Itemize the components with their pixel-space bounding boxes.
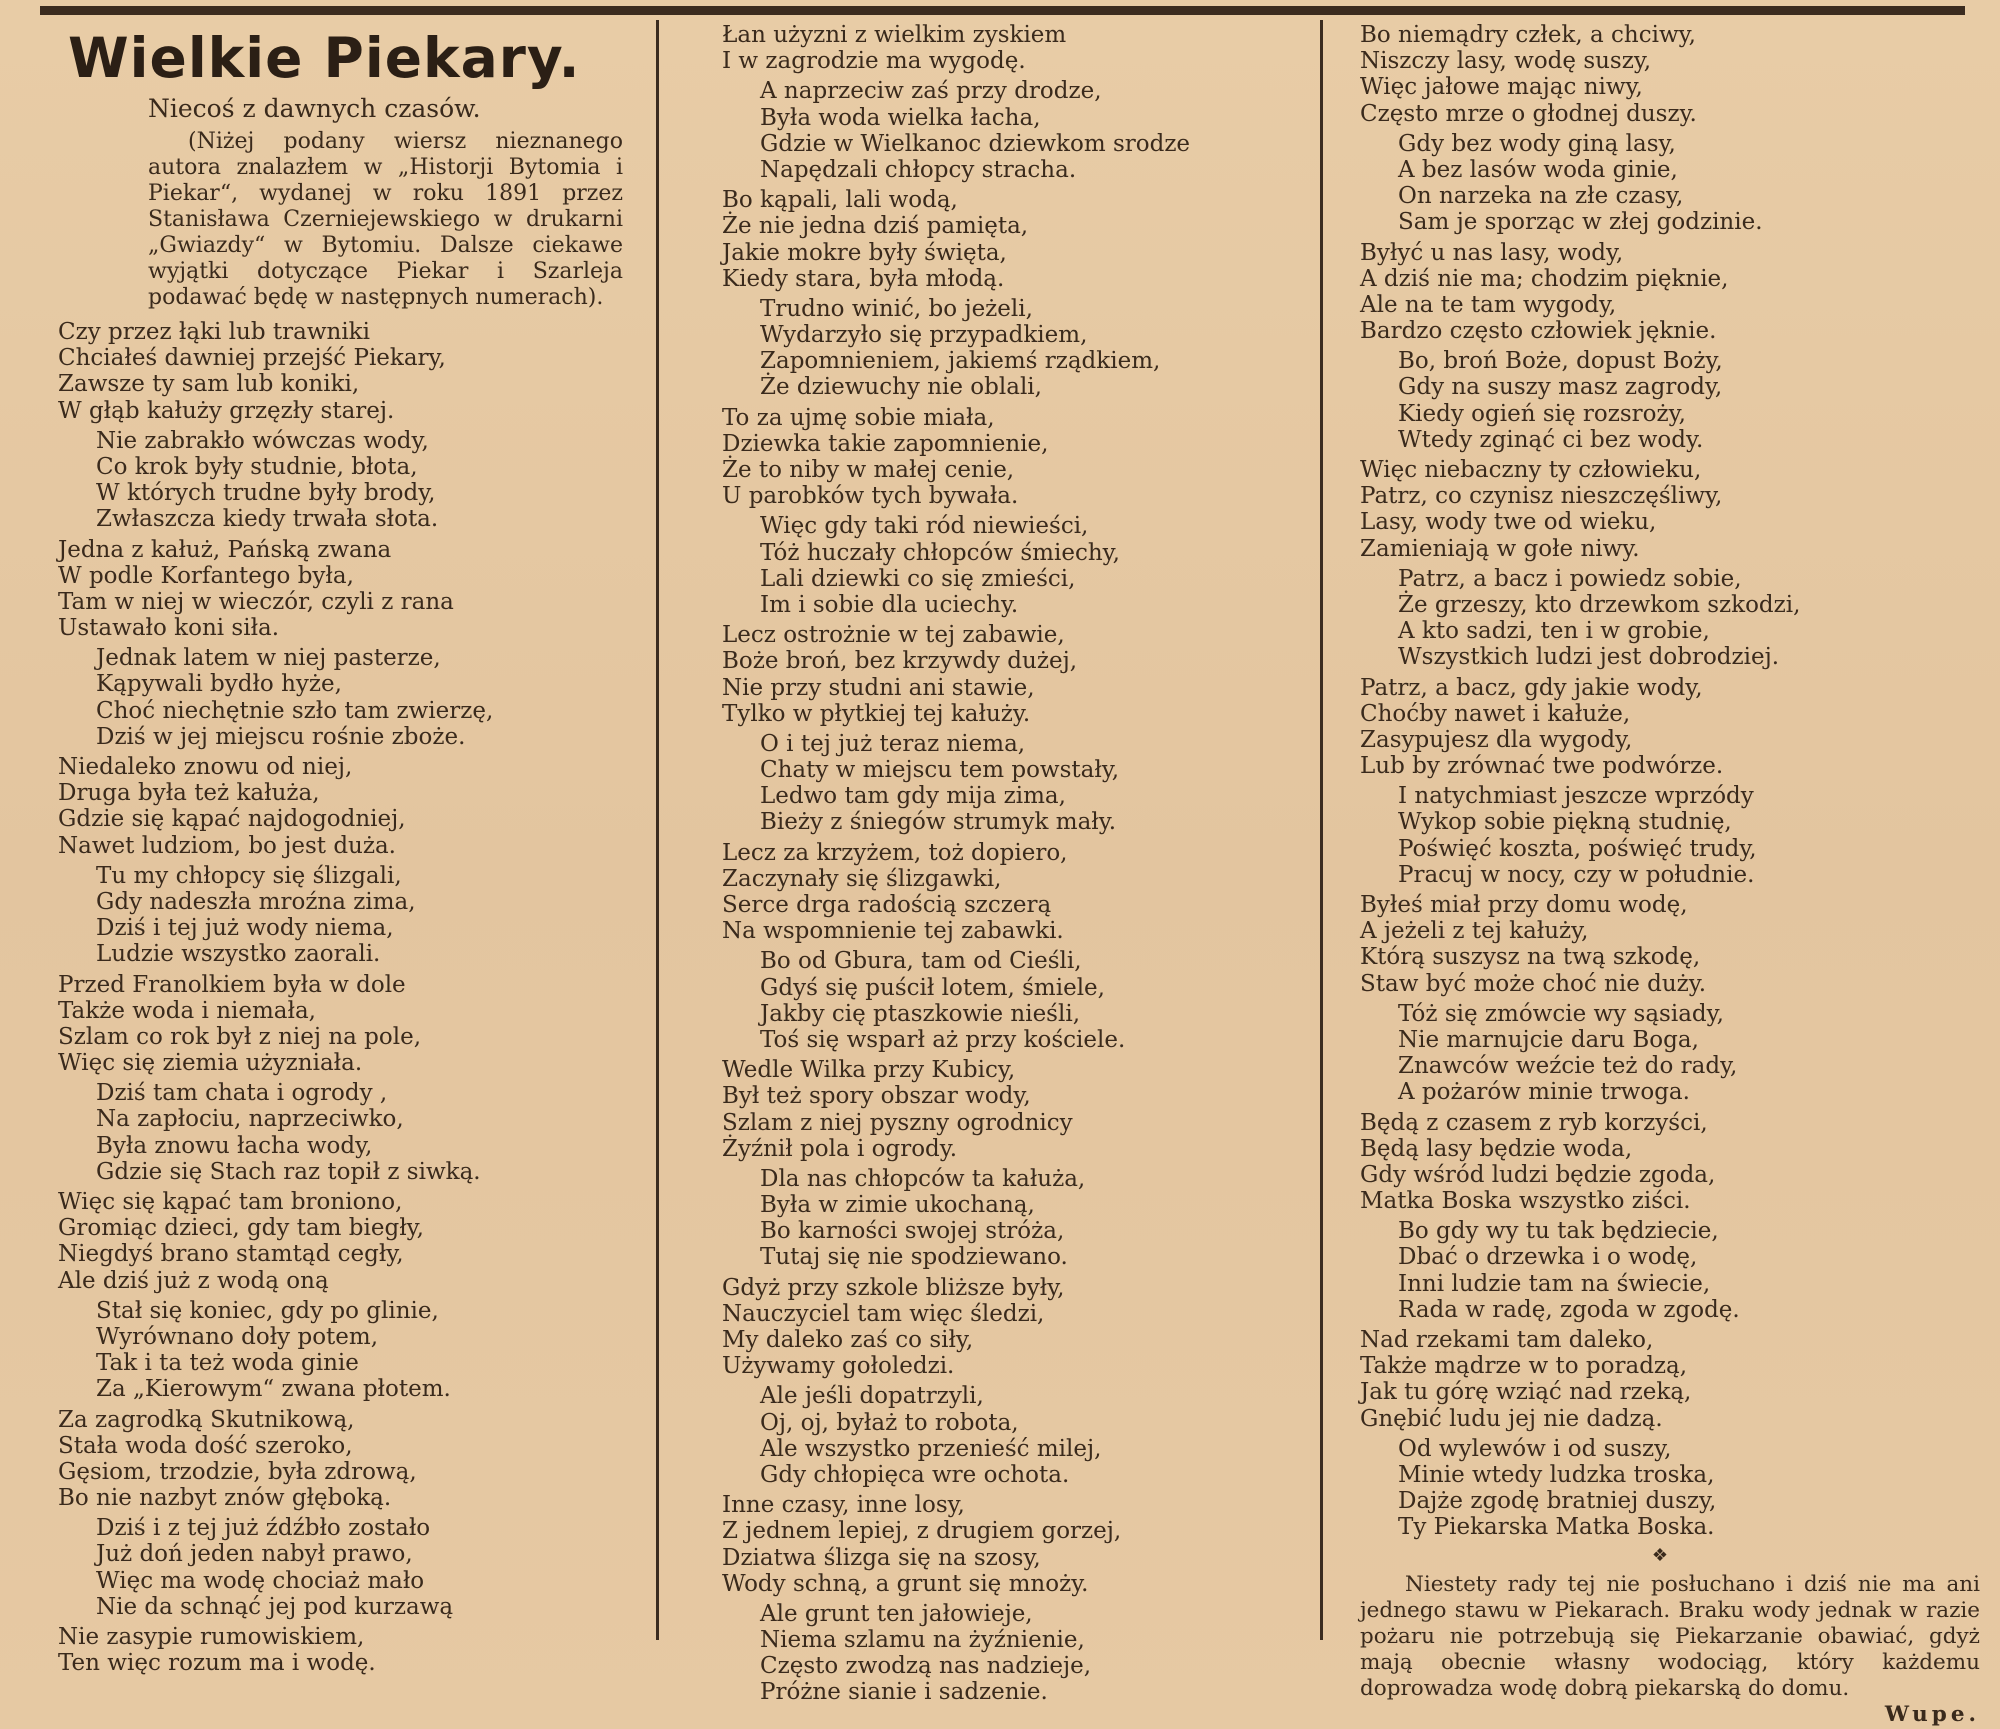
poem-line: A kto sadzi, ten i w grobie, bbox=[1398, 618, 1710, 645]
poem-line: Byłeś miał przy domu wodę, bbox=[1360, 892, 1688, 918]
poem-line: Ale na te tam wygody, bbox=[1360, 291, 1617, 318]
poem-line: Stała woda dość szeroko, bbox=[58, 1432, 353, 1459]
poem-line: Toś się wsparł aż przy kościele. bbox=[760, 1026, 1126, 1053]
poem-line: Nie marnujcie daru Boga, bbox=[1398, 1026, 1699, 1053]
column-rule-2 bbox=[1320, 20, 1323, 1640]
poem-line: Więc się kąpać tam broniono, bbox=[58, 1189, 403, 1215]
poem-line: Już doń jeden nabył prawo, bbox=[96, 1541, 413, 1568]
poem-line: Na wspomnienie tej zabawki. bbox=[722, 918, 1064, 945]
stanza bbox=[722, 840, 1332, 945]
poem-line: W których trudne były brody, bbox=[96, 480, 436, 507]
stanza bbox=[1360, 240, 1960, 345]
poem-line: Serce drga radością szczerą bbox=[722, 892, 1052, 918]
poem-line: Wszystkich ludzi jest dobrodziej. bbox=[1398, 644, 1780, 671]
stanza bbox=[58, 863, 658, 968]
poem-line: Kąpywali bydło hyże, bbox=[96, 671, 342, 698]
stanza bbox=[1360, 457, 1960, 562]
poem-line: Gęsiom, trzodzie, była zdrową, bbox=[58, 1458, 417, 1485]
poem-line: Boże broń, bez krzywdy dużej, bbox=[722, 648, 1078, 675]
poem-line: Byłyć u nas lasy, wody, bbox=[1360, 239, 1624, 266]
poem-line: Gdzie się Stach raz topił z siwką. bbox=[96, 1158, 481, 1185]
stanza bbox=[722, 1492, 1332, 1597]
poem-line: Lasy, wody twe od wieku, bbox=[1360, 509, 1657, 536]
closing-note bbox=[1360, 1571, 1980, 1727]
poem-line: Bo nie nazbyt znów głęboką. bbox=[58, 1485, 392, 1512]
stanza bbox=[1360, 131, 1960, 236]
stanza bbox=[722, 405, 1332, 510]
stanza bbox=[58, 754, 658, 859]
poem-line: Szlam co rok był z niej na pole, bbox=[58, 1023, 422, 1050]
column-3 bbox=[1360, 22, 1980, 1728]
poem-line: Jedna z kałuż, Pańską zwana bbox=[58, 536, 392, 563]
poem-line: Będą z czasem z ryb korzyści, bbox=[1360, 1109, 1708, 1136]
poem-line: Inni ludzie tam na świecie, bbox=[1398, 1270, 1711, 1297]
poem-line: Także woda i niemała, bbox=[58, 997, 316, 1024]
poem-line: Bo kąpali, lali wodą, bbox=[722, 187, 958, 214]
poem-line: Gdzie w Wielkanoc dziewkom srodze bbox=[760, 130, 1191, 157]
stanza bbox=[722, 296, 1332, 401]
poem-line: Niedaleko znowu od niej, bbox=[58, 754, 353, 780]
editor-intro: (Niżej podany wiersz nieznanego autora znalazłem w „Historji Bytomia i Piekar“, wydanej w roku 1891 przez Stanisława Czerniejewskiego w drukarni „Gwiazdy“ w Bytomiu. Dalsze ciekawe wyjątki dotyczące Piekar i Szarleja podawać będę w następnych numerach). bbox=[148, 129, 623, 310]
poem-line: Zaczynały się ślizgawki, bbox=[722, 865, 1002, 892]
stanza bbox=[1360, 348, 1960, 453]
stanza bbox=[1360, 1327, 1960, 1432]
poem-line: Dziatwa ślizga się na szosy, bbox=[722, 1544, 1041, 1571]
poem-line: Kiedy ogień się rozsroży, bbox=[1398, 400, 1686, 427]
poem-line: Gdyż przy szkole bliższe były, bbox=[722, 1274, 1065, 1301]
poem-line: A naprzeciw zaś przy drodze, bbox=[760, 78, 1102, 105]
stanza bbox=[722, 22, 1332, 74]
poem-line: Zamieniają w gołe niwy. bbox=[1360, 535, 1640, 562]
poem-line: Rada w radę, zgoda w zgodę. bbox=[1398, 1296, 1740, 1323]
poem-line: Bo gdy wy tu tak będziecie, bbox=[1398, 1218, 1719, 1245]
article-subtitle: Niecoś z dawnych czasów. bbox=[148, 94, 481, 123]
stanza bbox=[1360, 892, 1960, 997]
poem-line: Dbać o drzewka i o wodę, bbox=[1398, 1244, 1698, 1271]
poem-line: O i tej już teraz niema, bbox=[760, 730, 1026, 757]
poem-line: Dziś i z tej już źdźbło zostało bbox=[96, 1515, 431, 1542]
poem-line: Tylko w płytkiej tej kałuży. bbox=[722, 700, 1031, 727]
poem-line: My daleko zaś co siły, bbox=[722, 1327, 974, 1353]
poem-line: Zawsze ty sam lub koniki, bbox=[58, 371, 360, 398]
poem-line: Lub by zrównać twe podwórze. bbox=[1360, 753, 1724, 780]
stanza bbox=[58, 1407, 658, 1512]
poem-column-2 bbox=[722, 22, 1332, 1706]
poem-line: Nie zabrakło wówczas wody, bbox=[96, 427, 429, 454]
poem-line: Jednak latem w niej pasterze, bbox=[96, 645, 441, 672]
poem-line: Bardzo często człowiek jęknie. bbox=[1360, 318, 1717, 345]
poem-line: Którą suszysz na twą szkodę, bbox=[1360, 944, 1701, 971]
poem-line: Tutaj się nie spodziewano. bbox=[760, 1244, 1068, 1271]
stanza bbox=[722, 513, 1332, 618]
poem-line: Chciałeś dawniej przejść Piekary, bbox=[58, 345, 446, 372]
poem-line: Ten więc rozum ma i wodę. bbox=[58, 1650, 376, 1677]
poem-line: Że nie jedna dziś pamięta, bbox=[722, 213, 1029, 240]
poem-line: Więc gdy taki ród niewieści, bbox=[760, 513, 1089, 540]
poem-line: Ale wszystko przenieść milej, bbox=[760, 1435, 1102, 1462]
poem-line: Tóż huczały chłopców śmiechy, bbox=[760, 539, 1120, 566]
poem-line: Tu my chłopcy się ślizgali, bbox=[96, 862, 402, 889]
stanza bbox=[722, 1601, 1332, 1706]
poem-line: Często zwodzą nas nadzieje, bbox=[760, 1653, 1092, 1680]
poem-line: On narzeka na złe czasy, bbox=[1398, 183, 1684, 210]
poem-line: Zasypujesz dla wygody, bbox=[1360, 726, 1633, 753]
poem-line: Choćby nawet i kałuże, bbox=[1360, 700, 1631, 727]
stanza bbox=[58, 1624, 658, 1676]
stanza bbox=[58, 1515, 658, 1620]
poem-line: Bo niemądry człek, a chciwy, bbox=[1360, 22, 1696, 48]
poem-line: Gdzie się kąpać najdogodniej, bbox=[58, 806, 406, 833]
stanza bbox=[722, 731, 1332, 836]
poem-line: Gnębić ludu jej nie dadzą. bbox=[1360, 1405, 1663, 1432]
article-title: Wielkie Piekary. bbox=[68, 26, 581, 90]
poem-line: Ale jeśli dopatrzyli, bbox=[760, 1383, 984, 1410]
poem-line: Będą lasy będzie woda, bbox=[1360, 1135, 1633, 1162]
poem-line: Zwłaszcza kiedy trwała słota. bbox=[96, 506, 439, 533]
poem-line: Gromiąc dzieci, gdy tam biegły, bbox=[58, 1215, 424, 1242]
stanza bbox=[58, 1298, 658, 1403]
poem-line: Patrz, co czynisz nieszczęśliwy, bbox=[1360, 483, 1723, 510]
stanza bbox=[722, 1383, 1332, 1488]
stanza bbox=[1360, 1001, 1960, 1106]
poem-line: Im i sobie dla uciechy. bbox=[760, 591, 1019, 618]
poem-line: Nawet ludziom, bo jest duża. bbox=[58, 832, 396, 859]
poem-line: Była woda wielka łacha, bbox=[760, 104, 1041, 131]
column-1 bbox=[58, 22, 658, 1680]
poem-line: Pracuj w nocy, czy w południe. bbox=[1398, 861, 1755, 888]
poem-line: Lecz ostrożnie w tej zabawie, bbox=[722, 622, 1065, 649]
poem-line: Dziś w jej miejscu rośnie zboże. bbox=[96, 723, 466, 750]
poem-line: Ty Piekarska Matka Boska. bbox=[1398, 1514, 1715, 1541]
poem-line: Dziś tam chata i ogrody , bbox=[96, 1080, 388, 1107]
stanza bbox=[1360, 566, 1960, 671]
stanza bbox=[722, 78, 1332, 183]
poem-line: A jeżeli z tej kałuży, bbox=[1360, 918, 1589, 945]
poem-line: Poświęć koszta, poświęć trudy, bbox=[1398, 835, 1757, 862]
poem-line: Ludzie wszystko zaorali. bbox=[96, 941, 381, 968]
poem-column-3 bbox=[1360, 22, 1960, 1541]
poem-line: Bo od Gbura, tam od Cieśli, bbox=[760, 948, 1082, 975]
closing-text: Niestety rady tej nie posłuchano i dziś nie ma ani jednego stawu w Piekarach. Braku wody jednak w razie pożaru nie potrzebują się Piekarzanie obawiać, gdyż mają obecnie własny wodociąg, który każdemu doprowadza wodę dobrą piekarską do domu. bbox=[1360, 1571, 1980, 1701]
poem-line: Ledwo tam gdy mija zima, bbox=[760, 783, 1066, 810]
stanza bbox=[58, 645, 658, 750]
poem-line: Za „Kierowym“ zwana płotem. bbox=[96, 1376, 451, 1403]
poem-line: Wedle Wilka przy Kubicy, bbox=[722, 1057, 1016, 1084]
poem-line: Bo karności swojej stróża, bbox=[760, 1218, 1065, 1245]
poem-line: Minie wtedy ludzka troska, bbox=[1398, 1461, 1715, 1488]
poem-line: W podle Korfantego była, bbox=[58, 562, 354, 589]
poem-line: Od wylewów i od suszy, bbox=[1398, 1435, 1672, 1462]
poem-line: Niema szlamu na żyźnienie, bbox=[760, 1627, 1085, 1654]
stanza bbox=[1360, 1436, 1960, 1541]
poem-line: Ustawało koni siła. bbox=[58, 615, 280, 642]
poem-line: Na zapłociu, naprzeciwko, bbox=[96, 1106, 404, 1133]
poem-line: Była w zimie ukochaną, bbox=[760, 1192, 1035, 1219]
column-rule-1 bbox=[656, 20, 659, 1640]
poem-line: A dziś nie ma; chodzim pięknie, bbox=[1360, 265, 1729, 292]
poem-line: Niegdyś brano stamtąd cegły, bbox=[58, 1241, 404, 1268]
poem-line: Matka Boska wszystko ziści. bbox=[1360, 1188, 1691, 1215]
poem-line: Wody schną, a grunt się mnoży. bbox=[722, 1570, 1089, 1597]
poem-line: Wydarzyło się przypadkiem, bbox=[760, 322, 1088, 349]
poem-line: Nad rzekami tam daleko, bbox=[1360, 1327, 1654, 1353]
poem-line: Gdyś się puścił lotem, śmiele, bbox=[760, 974, 1105, 1001]
stanza bbox=[722, 622, 1332, 727]
stanza bbox=[58, 1080, 658, 1185]
poem-line: Trudno winić, bo jeżeli, bbox=[760, 295, 1033, 322]
poem-line: A pożarów minie trwoga. bbox=[1398, 1079, 1690, 1106]
stanza bbox=[1360, 22, 1960, 127]
poem-line: Niszczy lasy, wodę suszy, bbox=[1360, 48, 1652, 75]
poem-line: Żyźnił pola i ogrody. bbox=[722, 1135, 958, 1162]
poem-line: A bez lasów woda ginie, bbox=[1398, 156, 1678, 183]
poem-line: Znawców weźcie też do rady, bbox=[1398, 1053, 1738, 1080]
poem-line: Wyrównano doły potem, bbox=[96, 1323, 379, 1350]
poem-line: Szlam z niej pyszny ogrodnicy bbox=[722, 1109, 1073, 1136]
poem-line: To za ujmę sobie miała, bbox=[722, 404, 995, 431]
poem-line: W głąb kałuży grzęzły starej. bbox=[58, 397, 395, 424]
poem-line: Napędzali chłopcy stracha. bbox=[760, 156, 1077, 183]
stanza bbox=[1360, 783, 1960, 888]
poem-line: Łan użyzni z wielkim zyskiem bbox=[722, 22, 1067, 48]
stanza bbox=[722, 1166, 1332, 1271]
column-2 bbox=[722, 22, 1332, 1710]
stanza bbox=[1360, 675, 1960, 780]
poem-line: Często mrze o głodnej duszy. bbox=[1360, 100, 1697, 127]
stanza bbox=[1360, 1110, 1960, 1215]
poem-line: Tóż się zmówcie wy sąsiady, bbox=[1398, 1000, 1724, 1027]
poem-line: Nauczyciel tam więc śledzi, bbox=[722, 1300, 1045, 1327]
stanza bbox=[722, 187, 1332, 292]
poem-line: Dla nas chłopców ta kałuża, bbox=[760, 1165, 1086, 1192]
poem-line: Jakby cię ptaszkowie nieśli, bbox=[760, 1000, 1081, 1027]
poem-column-1 bbox=[58, 319, 658, 1676]
poem-line: Że grzeszy, kto drzewkom szkodzi, bbox=[1398, 591, 1801, 618]
poem-line: I w zagrodzie ma wygodę. bbox=[722, 48, 1026, 75]
poem-line: Stał się koniec, gdy po glinie, bbox=[96, 1297, 439, 1324]
stanza bbox=[58, 972, 658, 1077]
poem-line: Ale dziś już z wodą oną bbox=[58, 1267, 329, 1294]
poem-line: Gdy wśród ludzi będzie zgoda, bbox=[1360, 1161, 1716, 1188]
stanza bbox=[1360, 1218, 1960, 1323]
poem-line: Staw być może choć nie duży. bbox=[1360, 970, 1707, 997]
poem-line: Więc niebaczny ty człowieku, bbox=[1360, 457, 1702, 483]
poem-line: Jak tu górę wziąć nad rzeką, bbox=[1360, 1379, 1692, 1406]
ornament-divider: ❖ bbox=[1651, 1544, 1669, 1566]
poem-line: Nie zasypie rumowiskiem, bbox=[58, 1624, 365, 1650]
poem-line: Zapomnieniem, jakiemś rządkiem, bbox=[760, 348, 1161, 375]
stanza bbox=[58, 319, 658, 424]
poem-line: Nie przy studni ani stawie, bbox=[722, 674, 1035, 701]
poem-line: Bo, broń Boże, dopust Boży, bbox=[1398, 348, 1723, 375]
top-rule bbox=[40, 6, 1965, 15]
poem-line: Była znowu łacha wody, bbox=[96, 1132, 373, 1159]
stanza bbox=[722, 1275, 1332, 1380]
poem-line: Był też spory obszar wody, bbox=[722, 1083, 1031, 1110]
poem-line: Gdy nadeszła mroźna zima, bbox=[96, 888, 416, 915]
stanza bbox=[58, 537, 658, 642]
poem-line: Tam w niej w wieczór, czyli z rana bbox=[58, 588, 454, 615]
stanza bbox=[58, 1189, 658, 1294]
poem-line: Kiedy stara, była młodą. bbox=[722, 265, 1005, 292]
poem-line: Że to niby w małej cenie, bbox=[722, 457, 1015, 483]
poem-line: Gdy na suszy masz zagrody, bbox=[1398, 374, 1723, 401]
poem-line: Dziewka takie zapomnienie, bbox=[722, 430, 1049, 457]
author-signature: Wupe. bbox=[1884, 1701, 1980, 1727]
poem-line: Czy przez łąki lub trawniki bbox=[58, 319, 370, 345]
poem-line: Gdy bez wody giną lasy, bbox=[1398, 130, 1676, 157]
poem-line: Wykop sobie piękną studnię, bbox=[1398, 809, 1732, 836]
poem-line: Nie da schnąć jej pod kurzawą bbox=[96, 1593, 454, 1620]
poem-line: Bieży z śniegów strumyk mały. bbox=[760, 809, 1117, 836]
poem-line: Lecz za krzyżem, toż dopiero, bbox=[722, 839, 1068, 866]
poem-line: Tak i ta też woda ginie bbox=[96, 1350, 359, 1377]
poem-line: Próżne sianie i sadzenie. bbox=[760, 1679, 1048, 1706]
stanza bbox=[722, 948, 1332, 1053]
poem-line: Ale grunt ten jałowieje, bbox=[760, 1600, 1033, 1627]
poem-line: Dajże zgodę bratniej duszy, bbox=[1398, 1488, 1717, 1515]
poem-line: Używamy gołoledzi. bbox=[722, 1353, 955, 1380]
poem-line: Także mądrze w to poradzą, bbox=[1360, 1353, 1688, 1380]
stanza bbox=[722, 1057, 1332, 1162]
poem-line: Gdy chłopięca wre ochota. bbox=[760, 1461, 1070, 1488]
poem-line: Wtedy zginąć ci bez wody. bbox=[1398, 426, 1704, 453]
poem-line: Druga była też kałuża, bbox=[58, 780, 320, 807]
poem-line: Co krok były studnie, błota, bbox=[96, 453, 418, 480]
poem-line: Za zagrodką Skutnikową, bbox=[58, 1406, 355, 1433]
poem-line: Więc się ziemia użyzniała. bbox=[58, 1050, 363, 1077]
poem-line: Z jednem lepiej, z drugiem gorzej, bbox=[722, 1518, 1122, 1545]
poem-line: Sam je sporząc w złej godzinie. bbox=[1398, 209, 1763, 236]
poem-line: Przed Franolkiem była w dole bbox=[58, 971, 406, 998]
poem-line: Patrz, a bacz i powiedz sobie, bbox=[1398, 565, 1742, 592]
stanza bbox=[58, 428, 658, 533]
poem-line: Lali dziewki co się zmieści, bbox=[760, 565, 1076, 592]
poem-line: Inne czasy, inne losy, bbox=[722, 1492, 965, 1519]
poem-line: Chaty w miejscu tem powstały, bbox=[760, 757, 1120, 784]
poem-line: Choć niechętnie szło tam zwierzę, bbox=[96, 697, 494, 724]
poem-line: Że dziewuchy nie oblali, bbox=[760, 374, 1042, 401]
poem-line: I natychmiast jeszcze wprzódy bbox=[1398, 783, 1754, 810]
poem-line: U parobków tych bywała. bbox=[722, 483, 1019, 510]
poem-line: Jakie mokre były święta, bbox=[722, 239, 1007, 266]
poem-line: Oj, oj, byłaż to robota, bbox=[760, 1409, 1019, 1436]
poem-line: Patrz, a bacz, gdy jakie wody, bbox=[1360, 674, 1703, 701]
poem-line: Więc ma wodę chociaż mało bbox=[96, 1567, 425, 1594]
poem-line: Dziś i tej już wody niema, bbox=[96, 915, 394, 942]
poem-line: Więc jałowe mając niwy, bbox=[1360, 74, 1643, 101]
